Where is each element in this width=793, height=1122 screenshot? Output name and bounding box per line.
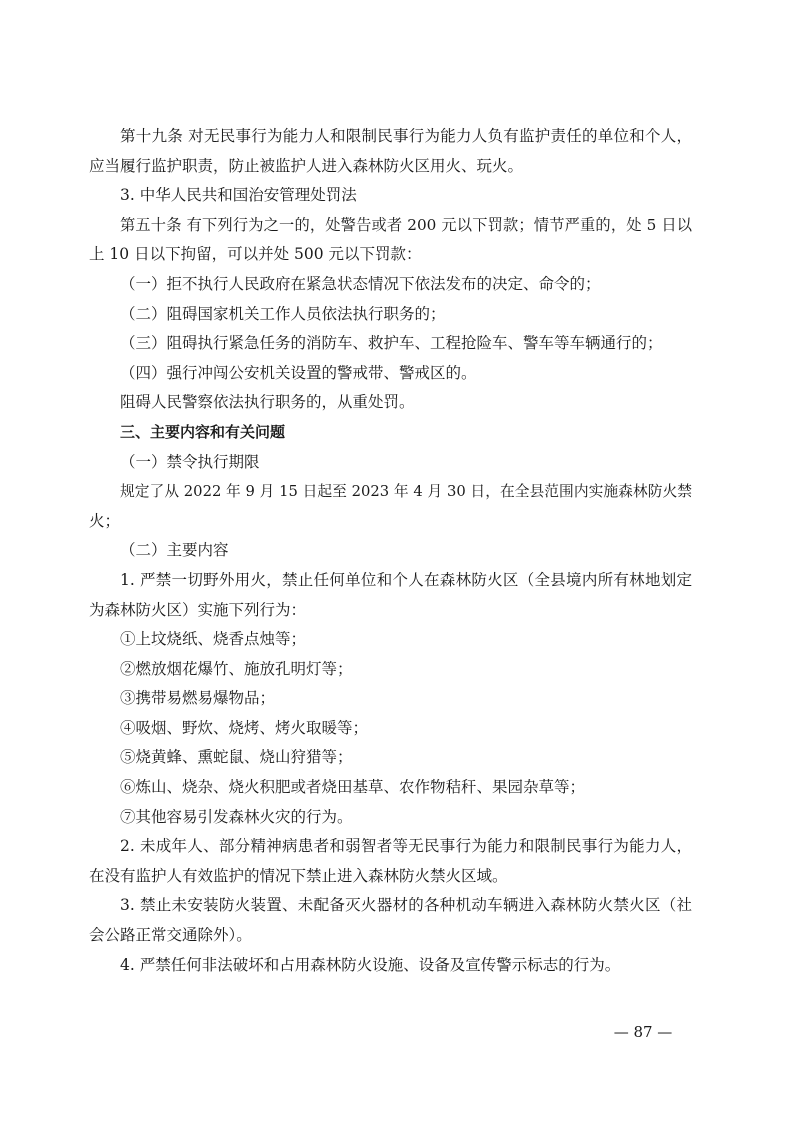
- text-line: 第五十条 有下列行为之一的，处警告或者 200 元以下罚款；情节严重的，处 5 日以: [120, 215, 692, 234]
- list-item: （四）强行冲闯公安机关设置的警戒带、警戒区的。: [120, 363, 477, 382]
- list-item: （二）阻碍国家机关工作人员依法执行职务的；: [120, 304, 446, 323]
- text-line: 火；: [89, 511, 121, 530]
- text-line: 在没有监护人有效监护的情况下禁止进入森林防火禁火区域。: [89, 866, 508, 885]
- list-item: ⑥炼山、烧杂、烧火积肥或者烧田基草、农作物秸秆、果园杂草等；: [120, 778, 586, 797]
- list-item: ⑦其他容易引发森林火灾的行为。: [120, 807, 353, 826]
- text-line: 阻碍人民警察依法执行职务的，从重处罚。: [120, 393, 415, 412]
- section-heading: 三、主要内容和有关问题: [120, 422, 286, 441]
- text-line: 会公路正常交通除外）。: [89, 926, 252, 945]
- text-line: 为森林防火区）实施下列行为：: [89, 600, 307, 619]
- text-line: 4. 严禁任何非法破坏和占用森林防火设施、设备及宣传警示标志的行为。: [120, 955, 621, 974]
- text-line: 应当履行监护职责，防止被监护人进入森林防火区用火、玩火。: [89, 156, 524, 175]
- list-item: ②燃放烟花爆竹、施放孔明灯等；: [120, 659, 353, 678]
- list-item: ⑤烧黄蜂、熏蛇鼠、烧山狩猎等；: [120, 748, 353, 767]
- list-item: （三）阻碍执行紧急任务的消防车、救护车、工程抢险车、警车等车辆通行的；: [120, 334, 663, 353]
- text-line: 1. 严禁一切野外用火，禁止任何单位和个人在森林防火区（全县境内所有林地划定: [120, 570, 692, 589]
- text-line: 2. 未成年人、部分精神病患者和弱智者等无民事行为能力和限制民事行为能力人，: [120, 837, 692, 856]
- subsection-heading: （二）主要内容: [120, 541, 229, 560]
- list-item: ①上坟烧纸、烧香点烛等；: [120, 630, 307, 649]
- list-item: ③携带易燃易爆物品；: [120, 689, 276, 708]
- document-body: [89, 122, 692, 980]
- list-item: ④吸烟、野炊、烧烤、烤火取暖等；: [120, 718, 369, 737]
- subsection-heading: （一）禁令执行期限: [120, 452, 260, 471]
- text-line: 第十九条 对无民事行为能力人和限制民事行为能力人负有监护责任的单位和个人，: [120, 127, 692, 145]
- section-heading: 3. 中华人民共和国治安管理处罚法: [120, 186, 357, 205]
- page-number: — 87 —: [613, 1023, 673, 1041]
- list-item: （一）拒不执行人民政府在紧急状态情况下依法发布的决定、命令的；: [120, 274, 601, 293]
- text-line: 3. 禁止未安装防火装置、未配备灭火器材的各种机动车辆进入森林防火禁火区（社: [120, 896, 692, 915]
- text-line: 上 10 日以下拘留，可以并处 500 元以下罚款：: [89, 245, 422, 264]
- text-line: 规定了从 2022 年 9 月 15 日起至 2023 年 4 月 30 日，在全县范围内实施森林防火禁: [120, 483, 692, 501]
